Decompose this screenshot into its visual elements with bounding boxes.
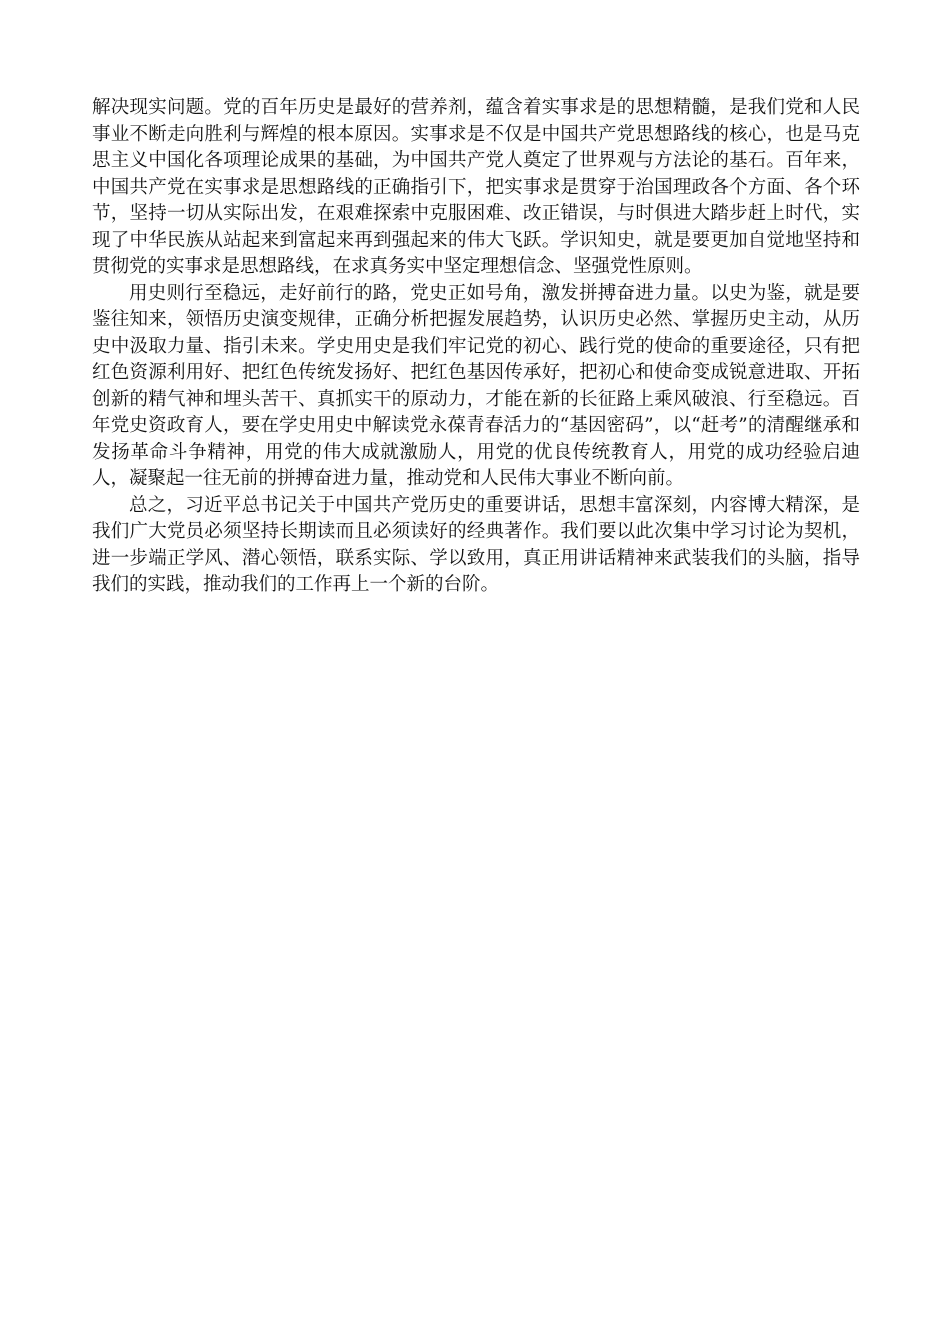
document-body: [92, 95, 860, 599]
paragraph-conclusion: 总之，习近平总书记关于中国共产党历史的重要讲话，思想丰富深刻，内容博大精深，是我们广大党员必须坚持长期读而且必须读好的经典著作。我们要以此次集中学习讨论为契机，进一步端正学风、潜心领悟，联系实际、学以致用，真正用讲话精神来武装我们的头脑，指导我们的实践，推动我们的工作再上一个新的台阶。: [92, 494, 860, 595]
paragraph-use-history: 用史则行至稳远，走好前行的路，党史正如号角，激发拼搏奋进力量。以史为鉴，就是要鉴往知来，领悟历史演变规律，正确分析把握发展趋势，认识历史必然、掌握历史主动，从历史中汲取力量、指引未来。学史用史是我们牢记党的初心、践行党的使命的重要途径，只有把红色资源利用好、把红色传统发扬好、把红色基因传承好，把初心和使命变成锐意进取、开拓创新的精气神和埋头苦干、真抓实干的原动力，才能在新的长征路上乘风破浪、行至稳远。百年党史资政育人，要在学史用史中解读党永葆青春活力的“基因密码”，以“赶考”的清醒继承和发扬革命斗争精神，用党的伟大成就激励人，用党的优良传统教育人，用党的成功经验启迪人，凝聚起一往无前的拼搏奋进力量，推动党和人民伟大事业不断向前。: [92, 282, 860, 489]
paragraph-continuation: 解决现实问题。党的百年历史是最好的营养剂，蕴含着实事求是的思想精髓，是我们党和人民事业不断走向胜利与辉煌的根本原因。实事求是不仅是中国共产党思想路线的核心，也是马克思主义中国化各项理论成果的基础，为中国共产党人奠定了世界观与方法论的基石。百年来，中国共产党在实事求是思想路线的正确指引下，把实事求是贯穿于治国理政各个方面、各个环节，坚持一切从实际出发，在艰难探索中克服困难、改正错误，与时俱进大踏步赶上时代，实现了中华民族从站起来到富起来再到强起来的伟大飞跃。学识知史，就是要更加自觉地坚持和贯彻党的实事求是思想路线，在求真务实中坚定理想信念、坚强党性原则。: [92, 97, 860, 277]
